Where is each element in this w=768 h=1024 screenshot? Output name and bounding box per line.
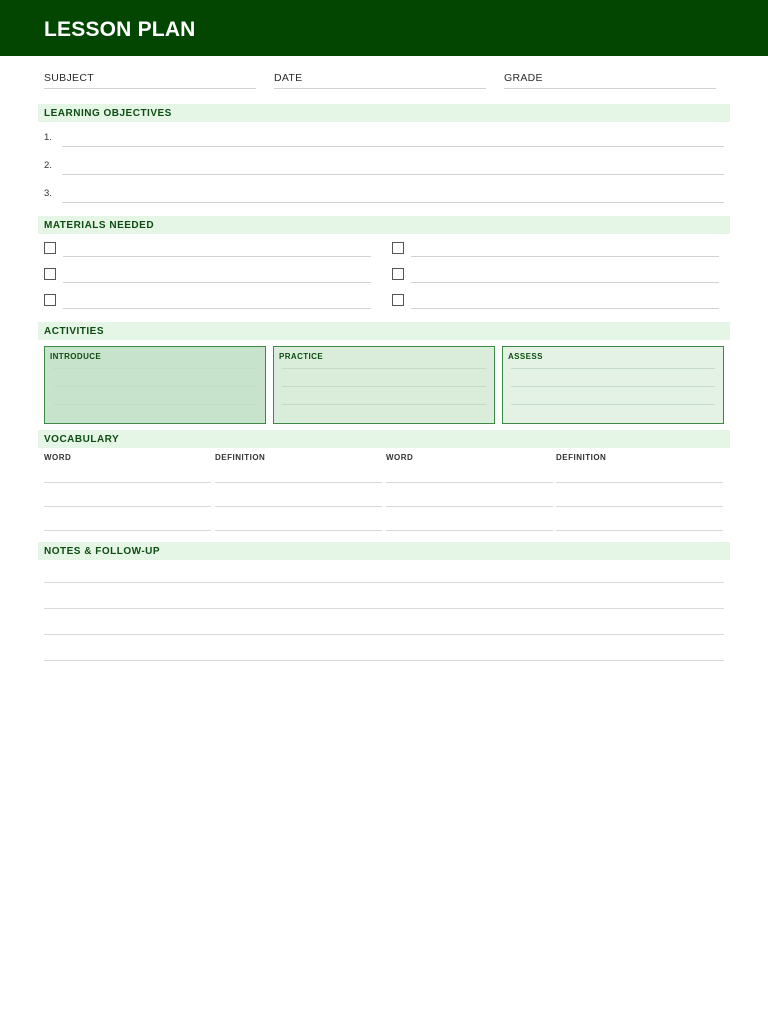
notes-line[interactable] <box>44 660 724 661</box>
notes-line[interactable] <box>44 608 724 609</box>
objective-number: 1. <box>44 132 52 143</box>
objective-number: 3. <box>44 188 52 199</box>
material-line[interactable] <box>63 282 371 283</box>
section-title: NOTES & FOLLOW-UP <box>44 546 161 557</box>
activity-line <box>511 386 715 387</box>
vocab-definition-line[interactable] <box>215 482 382 483</box>
activity-assess-label: ASSESS <box>508 352 543 361</box>
section-activities <box>38 322 730 340</box>
objective-number: 2. <box>44 160 52 171</box>
activity-line <box>53 404 257 405</box>
vocab-word-line[interactable] <box>386 506 553 507</box>
material-line[interactable] <box>411 308 719 309</box>
section-materials-needed <box>38 216 730 234</box>
objective-line-3[interactable] <box>62 202 724 203</box>
vocab-definition-line[interactable] <box>556 506 723 507</box>
page-title: LESSON PLAN <box>44 18 196 41</box>
objective-line-2[interactable] <box>62 174 724 175</box>
material-checkbox[interactable] <box>392 294 404 306</box>
vocab-word-line[interactable] <box>44 506 211 507</box>
activity-line <box>282 404 486 405</box>
vocab-word-line[interactable] <box>44 482 211 483</box>
material-checkbox[interactable] <box>392 242 404 254</box>
section-notes-follow-up <box>38 542 730 560</box>
notes-line[interactable] <box>44 634 724 635</box>
section-title: VOCABULARY <box>44 434 120 445</box>
activity-line <box>282 386 486 387</box>
activity-introduce-box[interactable] <box>44 346 266 424</box>
grade-field[interactable] <box>504 68 716 89</box>
activity-line <box>53 368 257 369</box>
material-line[interactable] <box>411 282 719 283</box>
material-checkbox[interactable] <box>44 268 56 280</box>
material-checkbox[interactable] <box>392 268 404 280</box>
section-title: MATERIALS NEEDED <box>44 220 155 231</box>
subject-label: SUBJECT <box>44 72 94 84</box>
vocab-definition-line[interactable] <box>215 530 382 531</box>
vocab-word-header: WORD <box>44 453 72 462</box>
header-bar <box>0 0 768 56</box>
activity-line <box>53 386 257 387</box>
activity-practice-box[interactable] <box>273 346 495 424</box>
vocab-word-line[interactable] <box>386 482 553 483</box>
activity-practice-label: PRACTICE <box>279 352 324 361</box>
objective-line-1[interactable] <box>62 146 724 147</box>
date-field[interactable] <box>274 68 486 89</box>
activity-line <box>511 368 715 369</box>
material-line[interactable] <box>411 256 719 257</box>
material-line[interactable] <box>63 308 371 309</box>
vocab-definition-header: DEFINITION <box>556 453 607 462</box>
vocab-definition-line[interactable] <box>215 506 382 507</box>
vocab-word-line[interactable] <box>386 530 553 531</box>
activity-assess-box[interactable] <box>502 346 724 424</box>
subject-field[interactable] <box>44 68 256 89</box>
activity-line <box>511 404 715 405</box>
material-checkbox[interactable] <box>44 294 56 306</box>
date-label: DATE <box>274 72 303 84</box>
vocab-word-header: WORD <box>386 453 414 462</box>
vocab-definition-header: DEFINITION <box>215 453 266 462</box>
grade-label: GRADE <box>504 72 543 84</box>
activity-introduce-label: INTRODUCE <box>50 352 102 361</box>
vocab-definition-line[interactable] <box>556 482 723 483</box>
section-vocabulary <box>38 430 730 448</box>
vocab-definition-line[interactable] <box>556 530 723 531</box>
section-title: ACTIVITIES <box>44 326 105 337</box>
material-checkbox[interactable] <box>44 242 56 254</box>
material-line[interactable] <box>63 256 371 257</box>
vocab-word-line[interactable] <box>44 530 211 531</box>
activity-line <box>282 368 486 369</box>
notes-line[interactable] <box>44 582 724 583</box>
section-learning-objectives <box>38 104 730 122</box>
section-title: LEARNING OBJECTIVES <box>44 108 172 119</box>
